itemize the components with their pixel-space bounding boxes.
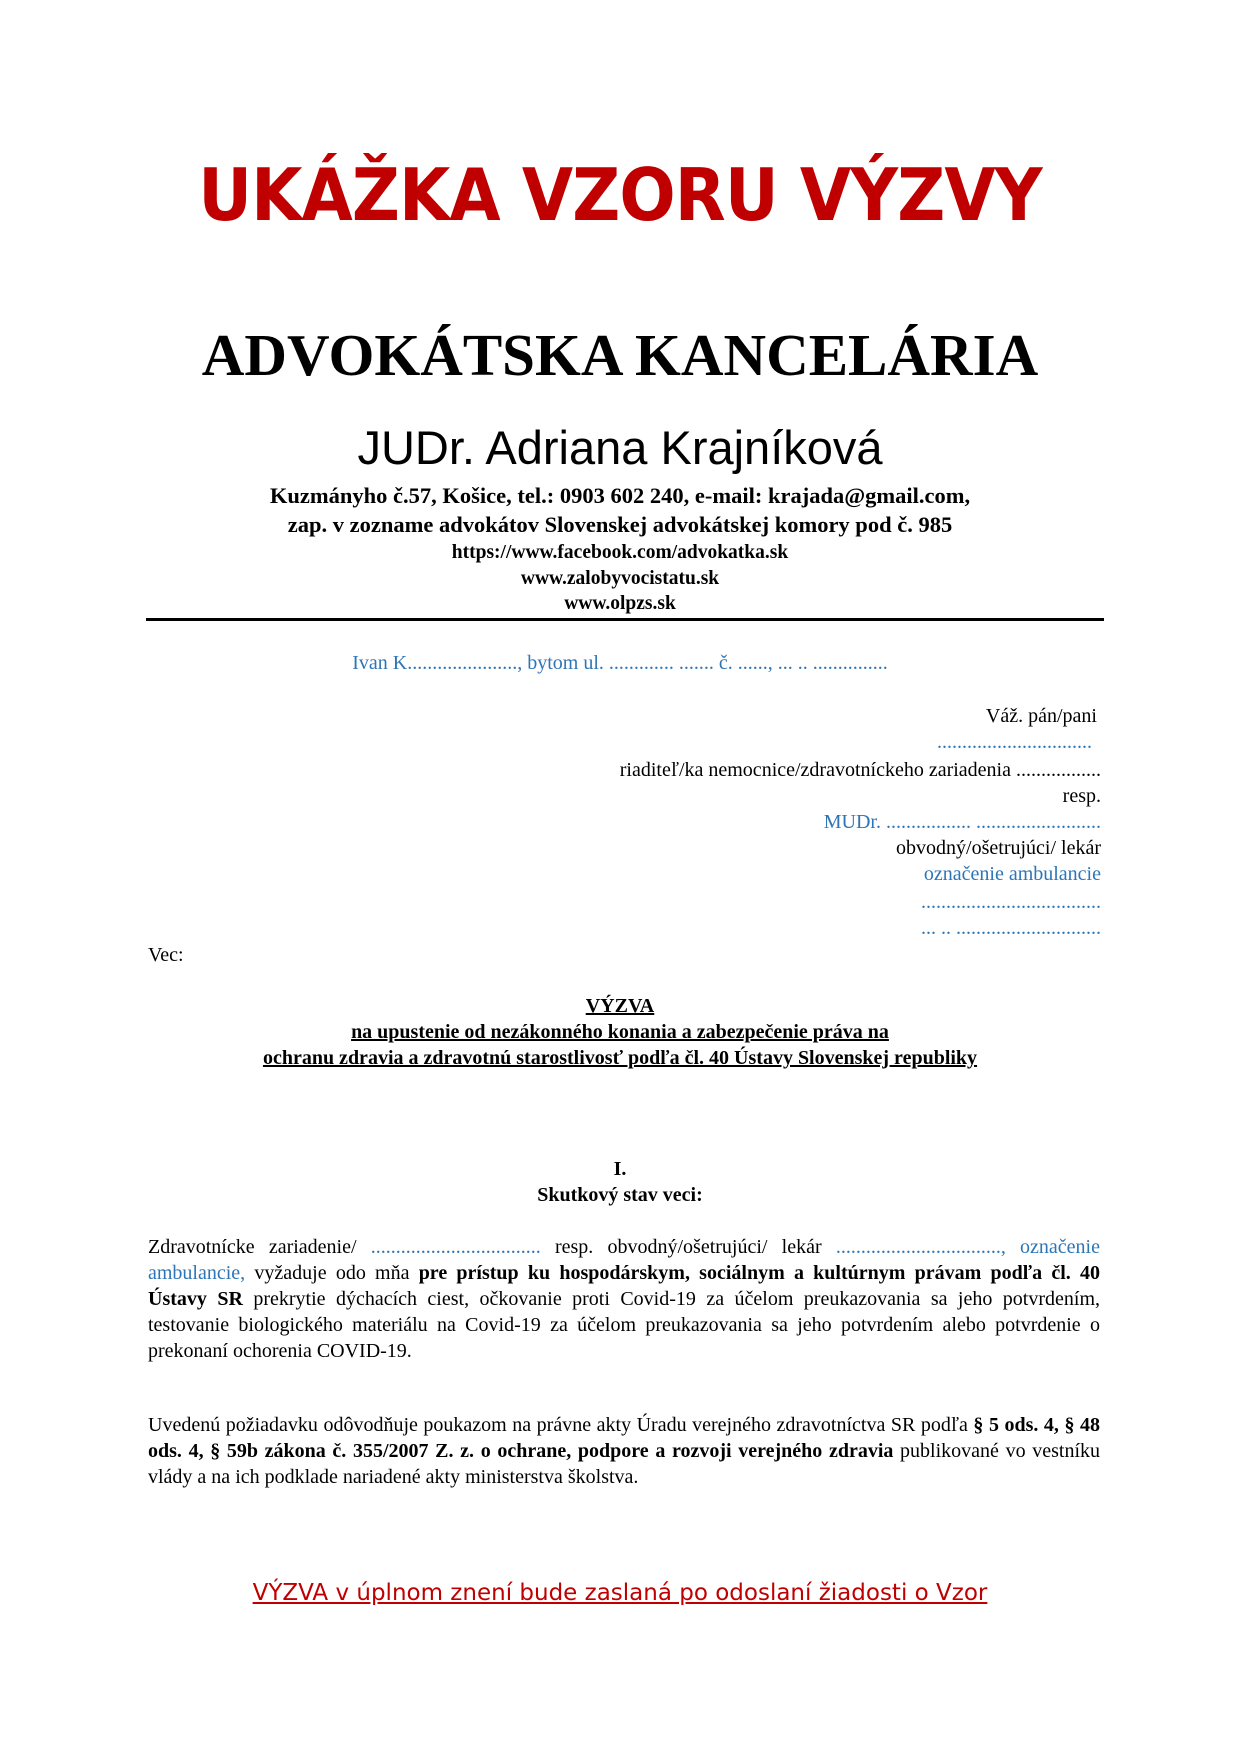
lawyer-name: JUDr. Adriana Krajníková <box>357 421 883 474</box>
justification-paragraph <box>148 1412 1100 1490</box>
addressee-director-line: riaditeľ/ka nemocnice/zdravotníckeho zariadenia ................. <box>619 759 1101 781</box>
sender-line: Ivan K......................, bytom ul. ............. ....... č. ......, ... .. ............... <box>352 652 888 674</box>
request-template-link[interactable]: VÝZVA v úplnom znení bude zaslaná po odoslaní žiadosti o Vzor <box>252 1580 988 1606</box>
justification-text-c: publikované vo vestníku vlády a na ich podklade nariadené akty ministerstva školstva. <box>148 1440 1100 1488</box>
facebook-link[interactable]: https://www.facebook.com/advokatka.sk <box>451 542 789 563</box>
addressee-doctor-role: obvodný/ošetrujúci/ lekár <box>896 837 1101 859</box>
website-link-zaloby[interactable]: www.zalobyvocistatu.sk <box>520 568 720 589</box>
subject-heading <box>0 993 1240 1071</box>
addressee-street-field: .................................... <box>921 891 1101 913</box>
facts-paragraph <box>148 1234 1100 1364</box>
facts-rights-bold: pre prístup ku hospodárskym, sociálnym a kultúrnym právam podľa čl. 40 Ústavy SR <box>148 1262 1100 1310</box>
contact-address-line: Kuzmányho č.57, Košice, tel.: 0903 602 240, e-mail: krajada@gmail.com, <box>269 483 971 508</box>
website-link-olpzs[interactable]: www.olpzs.sk <box>564 593 676 614</box>
facts-text-a: Zdravotnícke zariadenie/ <box>148 1236 357 1258</box>
addressee-salutation: Váž. pán/pani <box>985 705 1097 727</box>
subject-label: Vec: <box>148 944 184 966</box>
subject-line-1: na upustenie od nezákonného konania a zabezpečenie práva na <box>351 1021 889 1043</box>
facts-text-c: resp. obvodný/ošetrujúci/ lekár <box>554 1236 836 1258</box>
facts-facility-field: .................................. <box>356 1236 555 1258</box>
bar-registration-line: zap. v zozname advokátov Slovenskej advokátskej komory pod č. 985 <box>287 512 953 537</box>
facts-doctor-field: ................................., označenie ambulancie, <box>148 1236 1100 1284</box>
subject-title: VÝZVA <box>585 995 655 1017</box>
addressee-resp: resp. <box>1062 785 1101 807</box>
facts-text-e: vyžaduje odo mňa <box>245 1262 419 1284</box>
addressee-city-field: ... .. ............................. <box>921 917 1101 939</box>
sample-watermark-title: UKÁŽKA VZORU VÝZVY <box>198 153 1042 237</box>
header-divider <box>146 618 1104 621</box>
addressee-ambulance: označenie ambulancie <box>923 863 1101 885</box>
justification-text-a: Uvedenú požiadavku odôvodňuje poukazom na právne akty Úradu verejného zdravotníctva SR podľa <box>148 1414 974 1436</box>
addressee-doctor-field: MUDr. ................. ......................... <box>823 811 1101 833</box>
section-number: I. <box>613 1158 627 1180</box>
section-title: Skutkový stav veci: <box>537 1184 703 1206</box>
justification-law-bold: § 5 ods. 4, § 48 ods. 4, § 59b zákona č. 355/2007 Z. z. o ochrane, podpore a rozvoji verejného zdravia <box>148 1414 1101 1462</box>
firm-name: ADVOKÁTSKA KANCELÁRIA <box>201 322 1039 388</box>
addressee-name-field: ............................... <box>937 731 1092 753</box>
facts-text-g: prekrytie dýchacích ciest, očkovanie proti Covid-19 za účelom preukazovania sa jeho potvrdením, testovanie biologického materiálu na Covid-19 za účelom preukazovania sa jeho potvrdením alebo potvrdenie o prekonaní ochorenia COVID-19. <box>148 1288 1100 1362</box>
subject-line-2: ochranu zdravia a zdravotnú starostlivosť podľa čl. 40 Ústavy Slovenskej republiky <box>262 1047 978 1069</box>
